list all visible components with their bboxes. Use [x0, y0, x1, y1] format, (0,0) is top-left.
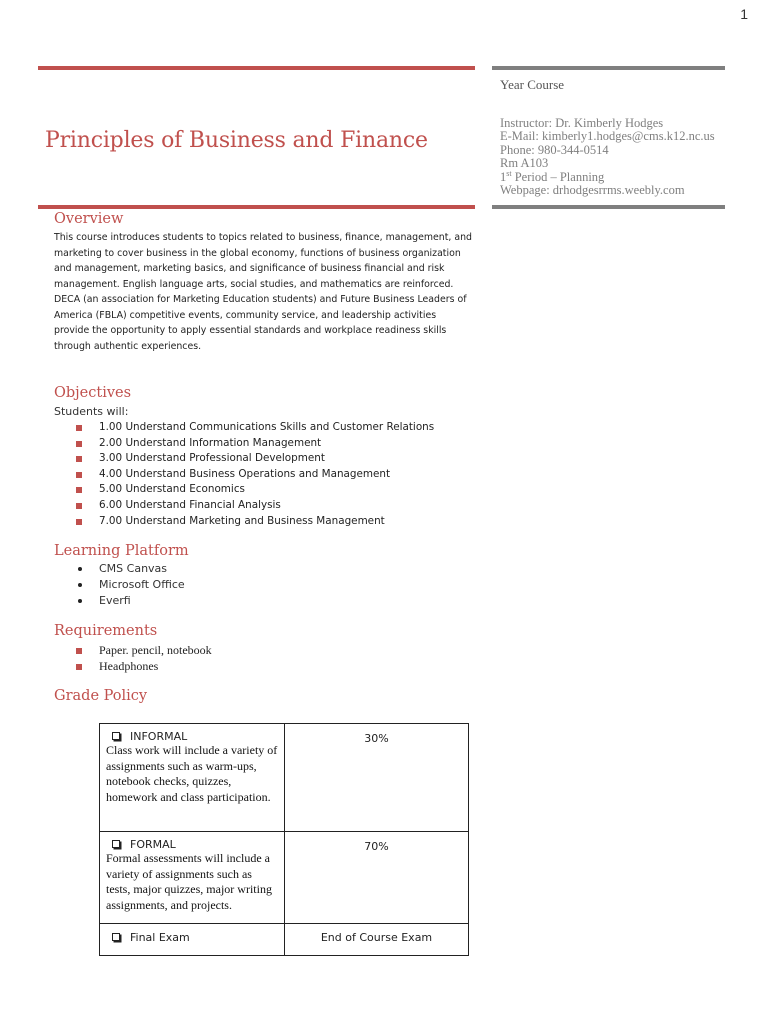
list-item — [76, 467, 434, 483]
category-line — [106, 730, 278, 743]
category-description: Formal assessments will include a variety of assignments such as tests, major quizzes, major writing assignments, and projects. — [106, 851, 272, 912]
list-item — [76, 451, 434, 467]
grade-policy-table — [99, 723, 469, 956]
table-cell — [100, 924, 285, 956]
list-item — [76, 436, 434, 452]
table-cell — [100, 724, 285, 832]
objective-text: 1.00 Understand Communications Skills and Customer Relations — [99, 421, 435, 433]
table-row — [100, 924, 469, 956]
year-course: Year Course — [500, 77, 565, 92]
dot-bullet-icon — [78, 599, 82, 603]
table-cell: 70% — [285, 832, 469, 924]
list-item — [76, 420, 434, 436]
title-rule-bottom — [38, 205, 475, 209]
table-row — [100, 724, 469, 832]
document-title: Principles of Business and Finance — [45, 128, 428, 153]
dot-bullet-icon — [78, 567, 82, 571]
webpage-line: Webpage: drhodgesrrms.weebly.com — [500, 183, 685, 197]
learning-platform-list — [76, 561, 185, 609]
side-rule-bottom — [492, 205, 725, 209]
square-bullet-icon — [76, 425, 82, 431]
square-bullet-icon — [76, 664, 82, 670]
platform-text: Everfi — [99, 594, 131, 607]
list-item — [76, 659, 212, 675]
list-item — [76, 643, 212, 659]
room-line: Rm A103 — [500, 156, 549, 170]
checkbox-icon — [112, 933, 120, 941]
period-line — [500, 168, 725, 185]
category-label: Final Exam — [130, 931, 190, 944]
phone-line: Phone: 980-344-0514 — [500, 142, 609, 157]
requirement-text: Headphones — [99, 658, 159, 673]
category-line — [106, 838, 278, 851]
title-rule-top — [38, 66, 475, 70]
objectives-list — [76, 420, 434, 529]
page-number: 1 — [740, 6, 748, 22]
side-rule-top — [492, 66, 725, 70]
square-bullet-icon — [76, 503, 82, 509]
square-bullet-icon — [76, 472, 82, 478]
category-description: Class work will include a variety of assignments such as warm-ups, notebook checks, quizzes, homework and class participation. — [106, 743, 278, 804]
overview-heading: Overview — [54, 211, 124, 227]
list-item — [76, 482, 434, 498]
platform-text: Microsoft Office — [99, 578, 185, 591]
list-item — [76, 593, 185, 609]
table-cell: 30% — [285, 724, 469, 832]
platform-text: CMS Canvas — [99, 562, 168, 575]
objective-text: 6.00 Understand Financial Analysis — [99, 498, 281, 511]
square-bullet-icon — [76, 519, 82, 525]
category-line — [106, 931, 278, 944]
list-item — [76, 514, 434, 530]
category-label: INFORMAL — [130, 730, 188, 743]
grade-policy-heading: Grade Policy — [54, 688, 148, 704]
checkbox-icon — [112, 732, 120, 740]
category-label: FORMAL — [130, 838, 176, 851]
square-bullet-icon — [76, 487, 82, 493]
requirement-text: Paper. pencil, notebook — [99, 643, 212, 657]
period-ordinal: st — [506, 168, 512, 178]
objectives-intro: Students will: — [54, 405, 129, 418]
list-item — [76, 561, 185, 577]
checkbox-icon — [112, 840, 120, 848]
instructor-line: Instructor: Dr. Kimberly Hodges — [500, 115, 664, 130]
period-text: Period – Planning — [511, 169, 605, 184]
learning-platform-heading: Learning Platform — [54, 543, 189, 559]
email-line: E-Mail: kimberly1.hodges@cms.k12.nc.us — [500, 129, 715, 143]
requirements-heading: Requirements — [54, 623, 158, 639]
objective-text: 3.00 Understand Professional Development — [99, 452, 325, 465]
objective-text: 4.00 Understand Business Operations and Management — [99, 467, 391, 480]
requirements-list — [76, 643, 212, 674]
course-info-panel — [500, 78, 725, 198]
objective-text: 2.00 Understand Information Management — [99, 436, 322, 449]
square-bullet-icon — [76, 456, 82, 462]
square-bullet-icon — [76, 648, 82, 654]
dot-bullet-icon — [78, 583, 82, 587]
objective-text: 7.00 Understand Marketing and Business Management — [99, 514, 385, 527]
list-item — [76, 577, 185, 593]
objectives-heading: Objectives — [54, 385, 132, 401]
table-cell: End of Course Exam — [285, 924, 469, 956]
square-bullet-icon — [76, 441, 82, 447]
period-number: 1 — [500, 169, 507, 184]
table-cell — [100, 832, 285, 924]
table-row — [100, 832, 469, 924]
overview-paragraph: This course introduces students to topics related to business, finance, management, and marketing to cover business in the global economy, functions of business organization and management, marketing basics, and significance of business financial and risk management. English language arts, social studies, and mathematics are reinforced. DECA (an association for Marketing Education students) and Future Business Leaders of America (FBLA) competitive events, community service, and leadership activities provide the opportunity to apply essential standards and workplace readiness skills through authentic experiences. — [54, 232, 472, 352]
objective-text: 5.00 Understand Economics — [99, 483, 245, 496]
list-item — [76, 498, 434, 514]
